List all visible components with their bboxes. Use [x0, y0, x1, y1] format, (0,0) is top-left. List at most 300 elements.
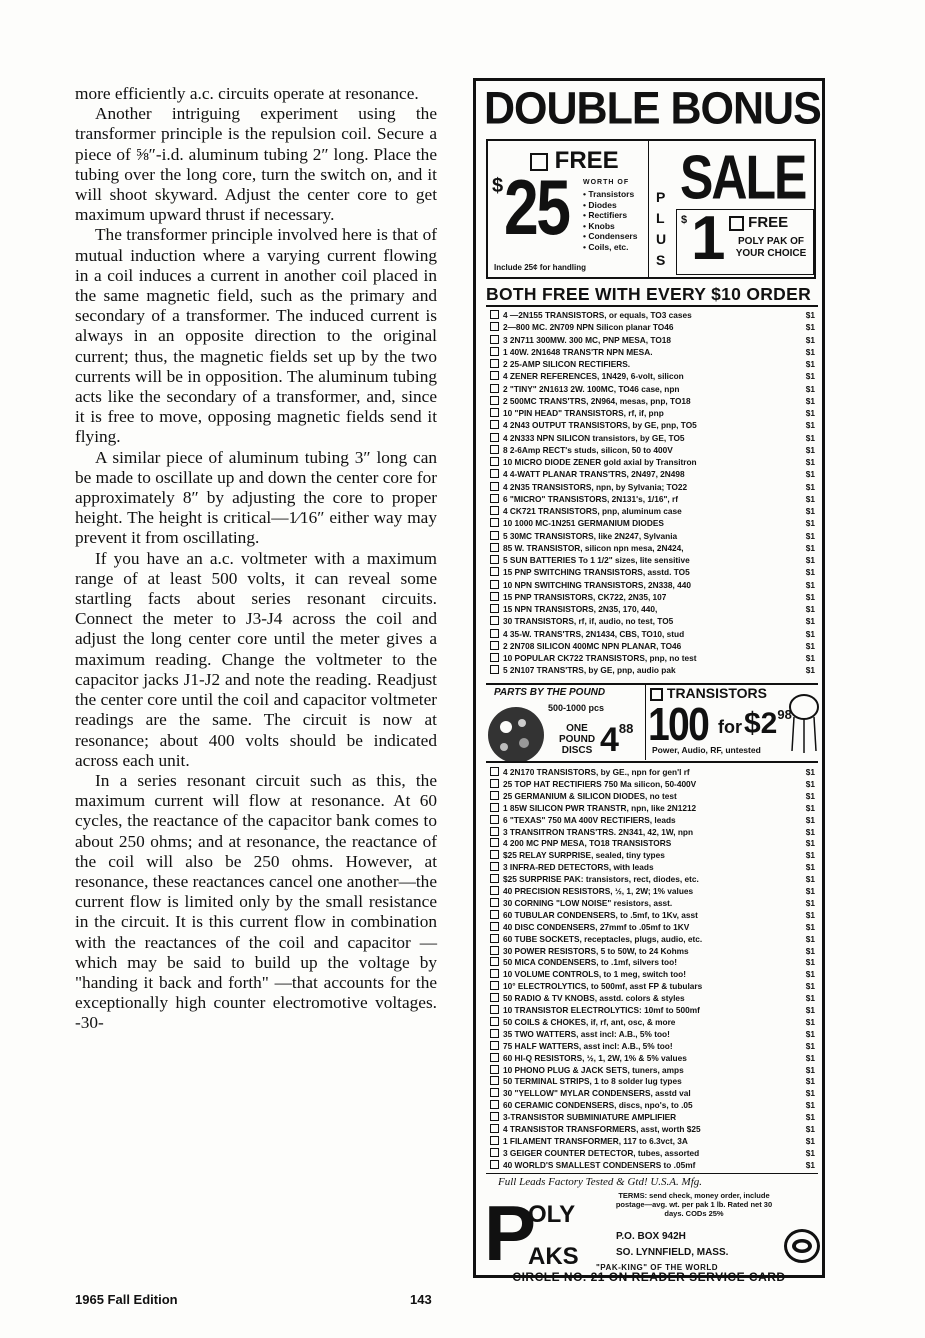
order-checkbox[interactable]	[490, 310, 499, 319]
item-price: $1	[805, 432, 815, 443]
item-price: $1	[805, 591, 815, 602]
item-description: 2—800 MC. 2N709 NPN Silicon planar TO46	[503, 322, 674, 333]
poly-paks-badge-icon	[784, 1229, 820, 1263]
item-price: $1	[805, 981, 815, 992]
item-description: 10 PHONO PLUG & JACK SETS, tuners, amps	[503, 1064, 684, 1075]
sale-word: SALE	[680, 142, 806, 213]
catalog-item	[490, 1065, 815, 1075]
divider	[645, 684, 646, 760]
order-checkbox[interactable]	[490, 981, 499, 990]
item-price: $1	[805, 767, 815, 777]
item-description: 4 2N170 TRANSISTORS, by GE., npn for gen'l rf	[503, 767, 690, 777]
catalog-item	[490, 1076, 815, 1086]
item-price: $1	[805, 1016, 815, 1027]
order-checkbox[interactable]	[490, 898, 499, 907]
item-price: $1	[805, 518, 815, 529]
parts-pile-icon	[484, 703, 548, 767]
item-price: $1	[805, 1052, 815, 1063]
catalog-item	[490, 1017, 815, 1027]
catalog-item	[490, 384, 815, 394]
order-checkbox[interactable]	[490, 1100, 499, 1109]
order-checkbox[interactable]	[490, 1053, 499, 1062]
divider	[648, 141, 649, 277]
for-label: for	[718, 717, 742, 737]
order-checkbox[interactable]	[490, 457, 499, 466]
item-description: 4 ZENER REFERENCES, 1N429, 6-volt, silicon	[503, 371, 684, 382]
poly-pak-choice-box	[676, 204, 814, 275]
hundred-description: Power, Audio, RF, untested	[652, 745, 761, 755]
catalog-item	[490, 371, 815, 381]
catalog-item	[490, 506, 815, 516]
item-price: $1	[805, 1088, 815, 1099]
item-description: 50 COILS & CHOKES, if, rf, ant, osc, & more	[503, 1016, 676, 1027]
dollar-sign: $	[681, 214, 688, 226]
item-price: $1	[805, 1112, 815, 1123]
terms-text: TERMS: send check, money order, include postage—avg. wt. per pak 1 lb. Rated net 30 days. CODs 25%	[615, 1191, 773, 1218]
item-price: $1	[805, 493, 815, 504]
worth-item: • Coils, etc.	[583, 241, 629, 252]
item-description: 50 RADIO & TV KNOBS, asstd. colors & styles	[503, 993, 685, 1004]
item-price: $1	[805, 383, 815, 394]
item-description: 30 "YELLOW" MYLAR CONDENSERS, asstd val	[503, 1088, 691, 1099]
order-checkbox[interactable]	[490, 1160, 499, 1169]
paragraph: If you have an a.c. voltmeter with a maximum range of at least 500 volts, it can reveal some startling facts about series resonant circuits. Connect the meter to J3-J4 across the coil and adjust the long center core until the meter gives a maximum reading. Change the voltmeter to the capacitor jacks J1-J2 and note the reading. Readjust the center core until the coil and capacitor voltmeter readings are the same. The circuit is now at resonance; about 400 volts should be indicated across each unit.	[75, 548, 437, 770]
item-price: $1	[805, 969, 815, 980]
item-price: $1	[805, 790, 815, 801]
item-price: $1	[805, 838, 815, 849]
divider	[486, 1173, 818, 1174]
order-checkbox[interactable]	[490, 850, 499, 859]
item-description: 25 GERMANIUM & SILICON DIODES, no test	[503, 790, 677, 801]
item-price: $1	[805, 322, 815, 333]
order-checkbox[interactable]	[490, 653, 499, 662]
order-checkbox[interactable]	[490, 767, 499, 776]
order-checkbox[interactable]	[490, 922, 499, 931]
item-description: 40 DISC CONDENSERS, 27mmf to .05mf to 1KV	[503, 921, 690, 932]
catalog-item	[490, 518, 815, 528]
pound-price: $4^{88}$	[600, 721, 634, 759]
order-checkbox[interactable]	[490, 1088, 499, 1097]
city-state: SO. LYNNFIELD, MASS.	[616, 1247, 729, 1258]
item-description: 2 2N708 SILICON 400MC NPN PLANAR, TO46	[503, 640, 682, 651]
worth-item: • Rectifiers	[583, 210, 628, 220]
poly-paks-advertisement	[473, 78, 825, 1278]
hundred-price: $\$2^{98}$	[744, 707, 792, 740]
poly-paks-logo: P OLY AKS	[484, 1189, 579, 1277]
catalog-item	[490, 616, 815, 626]
order-checkbox[interactable]	[490, 1029, 499, 1038]
catalog-item	[490, 993, 815, 1003]
reader-service-note: CIRCLE NO. 21 ON READER SERVICE CARD	[512, 1270, 786, 1284]
order-checkbox[interactable]	[490, 862, 499, 871]
order-checkbox[interactable]	[490, 469, 499, 478]
item-price: $1	[805, 420, 815, 431]
item-price: $1	[805, 444, 815, 455]
ad-headline: DOUBLE BONUS	[484, 83, 821, 135]
item-description: 5 SUN BATTERIES To 1 1/2" sizes, lite sensitive	[503, 555, 690, 565]
item-price: $1	[805, 310, 815, 320]
item-price: $1	[805, 1076, 815, 1087]
item-price: $1	[805, 1005, 815, 1015]
pcs-label: 500-1000 pcs	[548, 703, 605, 713]
edition-footer: 1965 Fall Edition	[75, 1292, 178, 1307]
item-description: 75 HALF WATTERS, asst incl: A.B., 5% too!	[503, 1040, 673, 1051]
item-description: 3-TRANSISTOR SUBMINIATURE AMPLIFIER	[503, 1112, 677, 1123]
item-description: 10 "PIN HEAD" TRANSISTORS, rf, if, pnp	[503, 408, 664, 418]
catalog-item	[490, 494, 815, 504]
pak-king-slogan: "PAK-KING" OF THE WORLD	[596, 1263, 719, 1272]
item-description: 10 MICRO DIODE ZENER gold axial by Transitron	[503, 457, 697, 467]
order-checkbox[interactable]	[490, 420, 499, 429]
item-price: $1	[805, 778, 815, 789]
catalog-item	[490, 445, 815, 455]
catalog-item	[490, 1136, 815, 1146]
item-price: $1	[805, 874, 815, 885]
catalog-item	[490, 850, 815, 860]
order-checkbox[interactable]	[490, 543, 499, 552]
item-description: 30 CORNING "LOW NOISE" resistors, asst.	[503, 897, 673, 908]
item-price: $1	[805, 567, 815, 578]
catalog-item	[490, 1041, 815, 1051]
item-description: 35 TWO WATTERS, asst incl: A.B., 5% too!	[503, 1028, 670, 1039]
order-checkbox[interactable]	[490, 1148, 499, 1157]
item-description: 15 PNP SWITCHING TRANSISTORS, asstd. TO5	[503, 567, 690, 578]
item-price: $1	[805, 802, 815, 813]
checkbox-icon	[729, 216, 744, 231]
item-description: $25 RELAY SURPRISE, sealed, tiny types	[503, 850, 665, 861]
catalog-item	[490, 886, 815, 896]
order-checkbox[interactable]	[490, 791, 499, 800]
item-price: $1	[805, 1124, 815, 1134]
catalog-item	[490, 396, 815, 406]
catalog-item	[490, 629, 815, 639]
order-checkbox[interactable]	[490, 531, 499, 540]
both-free-banner: BOTH FREE WITH EVERY $10 ORDER	[486, 284, 818, 307]
catalog-item	[490, 310, 815, 320]
item-price: $1	[805, 1040, 815, 1051]
item-price: $1	[805, 346, 815, 357]
item-price: $1	[805, 334, 815, 345]
order-checkbox[interactable]	[490, 592, 499, 601]
order-checkbox[interactable]	[490, 641, 499, 650]
item-price: $1	[805, 395, 815, 406]
catalog-item	[490, 482, 815, 492]
worth-item: • Diodes	[583, 199, 617, 210]
item-description: 4 CK721 TRANSISTORS, pnp, aluminum case	[503, 506, 682, 516]
catalog-item	[490, 665, 815, 675]
catalog-item	[490, 653, 815, 663]
catalog-item	[490, 1100, 815, 1110]
worth-items	[583, 189, 637, 252]
item-price: $1	[805, 1135, 815, 1146]
item-description: 15 PNP TRANSISTORS, CK722, 2N35, 107	[503, 591, 667, 602]
item-description: 6 "MICRO" TRANSISTORS, 2N131's, 1/16", rf	[503, 493, 679, 504]
order-checkbox[interactable]	[490, 1076, 499, 1085]
item-description: 10 1000 MC-1N251 GERMANIUM DIODES	[503, 518, 664, 529]
order-checkbox[interactable]	[490, 1065, 499, 1074]
item-description: 1 FILAMENT TRANSFORMER, 117 to 6.3vct, 3A	[503, 1135, 688, 1146]
item-price: $1	[805, 469, 815, 480]
catalog-item	[490, 803, 815, 813]
order-checkbox[interactable]	[490, 779, 499, 788]
item-description: 10 VOLUME CONTROLS, to 1 meg, switch too!	[503, 969, 687, 980]
item-price: $1	[805, 862, 815, 873]
catalog-item	[490, 827, 815, 837]
order-checkbox[interactable]	[490, 803, 499, 812]
catalog-item	[490, 1029, 815, 1039]
catalog-item	[490, 420, 815, 430]
item-description: 50 MICA CONDENSERS, to .1mf, silvers too!	[503, 957, 677, 968]
paragraph: The transformer principle involved here is that of mutual induction where a varying current flowing in a coil induces a current in another coil placed in the same magnetic field, such as the primary and secondary of a transformer. The induced current is always in an opposite direction to the original current; thus, the magnetic fields set up by the two currents will be in opposition. The aluminum tubing acts like the secondary of a transformer, and, since it is free to move, opposing magnetic fields send it flying.	[75, 225, 437, 447]
order-checkbox[interactable]	[490, 445, 499, 454]
item-price: $1	[805, 579, 815, 590]
order-checkbox[interactable]	[490, 518, 499, 527]
article-text	[75, 84, 437, 1034]
catalog-item	[490, 408, 815, 418]
order-checkbox[interactable]	[490, 957, 499, 966]
item-description: 60 CERAMIC CONDENSERS, discs, npo's, to .05	[503, 1100, 693, 1111]
free-choice: FREE	[729, 214, 788, 231]
item-description: 5 2N107 TRANS'TRS, by GE, pnp, audio pak	[503, 665, 676, 676]
item-description: 15 NPN TRANSISTORS, 2N35, 170, 440,	[503, 604, 658, 614]
item-description: 2 "TINY" 2N1613 2W. 100MC, TO46 case, npn	[503, 383, 680, 394]
order-checkbox[interactable]	[490, 359, 499, 368]
item-description: 1 40W. 2N1648 TRANS'TR NPN MESA.	[503, 346, 653, 357]
order-checkbox[interactable]	[490, 665, 499, 674]
handling-note: Include 25¢ for handling	[494, 263, 587, 272]
item-price: $1	[805, 921, 815, 932]
item-description: 30 TRANSISTORS, rf, if, audio, no test, TO5	[503, 616, 674, 627]
item-description: 3 2N711 300MW. 300 MC, PNP MESA, TO18	[503, 334, 672, 345]
catalog-item	[490, 898, 815, 908]
item-description: 3 TRANSITRON TRANS'TRS. 2N341, 42, 1W, npn	[503, 826, 694, 837]
item-price: $1	[805, 1100, 815, 1111]
divider	[486, 761, 818, 763]
catalog-item	[490, 1160, 815, 1170]
worth-item: • Knobs	[583, 220, 615, 231]
item-description: 60 HI-Q RESISTORS, ½, 1, 2W, 1% & 5% values	[503, 1052, 687, 1063]
worth-of-label: WORTH OF	[583, 179, 630, 186]
order-checkbox[interactable]	[490, 616, 499, 625]
paragraph: more efficiently a.c. circuits operate at resonance.	[75, 84, 419, 103]
order-checkbox[interactable]	[490, 874, 499, 883]
item-description: 4 35-W. TRANS'TRS, 2N1434, CBS, TO10, stud	[503, 628, 685, 639]
order-checkbox[interactable]	[490, 604, 499, 613]
order-checkbox[interactable]	[490, 322, 499, 331]
item-description: 8 2-6Amp RECT's studs, silicon, 50 to 400V	[503, 444, 673, 455]
item-price: $1	[805, 653, 815, 663]
catalog-item	[490, 580, 815, 590]
catalog-item	[490, 934, 815, 944]
catalog-item	[490, 457, 815, 467]
order-checkbox[interactable]	[490, 815, 499, 824]
catalog-item	[490, 531, 815, 541]
paragraph: Another intriguing experiment using the transformer principle is the repulsion coil. Secure a piece of ⅝″-i.d. aluminum tubing 2″ long. Place the tubing over the long core, turn the switch on, and it will shoot skyward. Adjust the center core to get maximum upward thrust if necessary.	[75, 104, 437, 225]
order-checkbox[interactable]	[490, 384, 499, 393]
item-price: $1	[805, 640, 815, 651]
item-description: 4 2N333 NPN SILICON transistors, by GE, TO5	[503, 432, 685, 443]
order-checkbox[interactable]	[490, 1005, 499, 1014]
dollar-sign: $	[492, 175, 504, 197]
catalog-item	[490, 641, 815, 651]
item-description: 3 GEIGER COUNTER DETECTOR, tubes, assorted	[503, 1147, 700, 1158]
item-description: 10 TRANSISTOR ELECTROLYTICS: 10mf to 500mf	[503, 1005, 700, 1015]
item-price: $1	[805, 945, 815, 956]
item-price: $1	[805, 616, 815, 627]
item-description: 2 500MC TRANS'TRS, 2N964, mesas, pnp, TO18	[503, 395, 691, 406]
catalog-item	[490, 1112, 815, 1122]
paragraph: In a series resonant circuit such as this, the maximum current will flow at resonance. At 60 cycles, the reactance of the capacitor bank comes to about 250 ohms; and at resonance, the reactance of the coil will also be 250 ohms. However, at resonance, these reactances cancel one another—the current flow is limited only by the small resistance in the circuit. It is this current flow in combination with the reactances of the coil and capacitor —which may be said to build up the voltage by "handing it back and forth" —that accounts for the exceptionally high counter electromotive voltages. -30-	[75, 770, 437, 1033]
order-checkbox[interactable]	[490, 969, 499, 978]
item-description: 4 200 MC PNP MESA, TO18 TRANSISTORS	[503, 838, 672, 849]
paragraph: A similar piece of aluminum tubing 3″ long can be made to oscillate up and down the center core for approximately 8″ by adjusting the core to proper height. The height is critical—1⁄16″ either way may prevent it from oscillating.	[75, 447, 437, 548]
order-checkbox[interactable]	[490, 506, 499, 515]
catalog-item	[490, 1053, 815, 1063]
item-description: 5 30MC TRANSISTORS, like 2N247, Sylvania	[503, 530, 678, 541]
item-price: $1	[805, 604, 815, 614]
catalog-item	[490, 969, 815, 979]
item-price: $1	[805, 814, 815, 825]
hundred-count: 100	[648, 698, 709, 750]
item-price: $1	[805, 481, 815, 492]
item-price: $1	[805, 933, 815, 944]
catalog-item	[490, 604, 815, 614]
catalog-item	[490, 433, 815, 443]
order-checkbox[interactable]	[490, 946, 499, 955]
worth-item: • Condensers	[583, 231, 638, 241]
order-checkbox[interactable]	[490, 1041, 499, 1050]
order-checkbox[interactable]	[490, 993, 499, 1002]
item-price: $1	[805, 457, 815, 467]
catalog-item	[490, 469, 815, 479]
plus-letters: P L U S	[656, 189, 667, 268]
order-checkbox[interactable]	[490, 567, 499, 576]
page-number: 143	[410, 1292, 432, 1307]
catalog-item	[490, 335, 815, 345]
item-price: $1	[805, 957, 815, 968]
order-checkbox[interactable]	[490, 838, 499, 847]
order-checkbox[interactable]	[490, 396, 499, 405]
po-box: P.O. BOX 942H	[616, 1231, 686, 1242]
item-price: $1	[805, 1064, 815, 1075]
catalog-item	[490, 359, 815, 369]
item-price: $1	[805, 628, 815, 639]
catalog-item	[490, 922, 815, 932]
item-description: 6 "TEXAS" 750 MA 400V RECTIFIERS, leads	[503, 814, 676, 825]
item-price: $1	[805, 897, 815, 908]
order-checkbox[interactable]	[490, 408, 499, 417]
order-checkbox[interactable]	[490, 580, 499, 589]
item-price: $1	[805, 555, 815, 565]
order-checkbox[interactable]	[490, 555, 499, 564]
worth-amount: 25	[504, 163, 569, 251]
order-checkbox[interactable]	[490, 494, 499, 503]
catalog-item	[490, 779, 815, 789]
transistors-offer-label: TRANSISTORS	[650, 685, 767, 701]
catalog-item	[490, 957, 815, 967]
order-checkbox[interactable]	[490, 347, 499, 356]
item-price: $1	[805, 408, 815, 418]
item-description: 3 INFRA-RED DETECTORS, with leads	[503, 862, 654, 873]
order-checkbox[interactable]	[490, 371, 499, 380]
order-checkbox[interactable]	[490, 433, 499, 442]
bonus-offer-box	[486, 139, 816, 279]
choice-label: POLY PAK OF YOUR CHOICE	[735, 236, 807, 259]
item-description: 30 POWER RESISTORS, 5 to 50W, to 24 Kohms	[503, 945, 689, 956]
item-description: 50 TERMINAL STRIPS, 1 to 8 solder lug types	[503, 1076, 682, 1087]
catalog-item	[490, 543, 815, 553]
item-price: $1	[805, 530, 815, 541]
item-description: 4 2N35 TRANSISTORS, npn, by Sylvania; TO22	[503, 481, 688, 492]
order-checkbox[interactable]	[490, 1017, 499, 1026]
order-checkbox[interactable]	[490, 934, 499, 943]
item-description: 1 85W SILICON PWR TRANSTR, npn, like 2N1212	[503, 802, 697, 813]
catalog-item	[490, 862, 815, 872]
catalog-item	[490, 910, 815, 920]
order-checkbox[interactable]	[490, 886, 499, 895]
item-description: 2 25-AMP SILICON RECTIFIERS.	[503, 359, 631, 369]
catalog-item	[490, 555, 815, 565]
order-checkbox[interactable]	[490, 1112, 499, 1121]
item-description: 10 NPN SWITCHING TRANSISTORS, 2N338, 440	[503, 579, 691, 590]
item-price: $1	[805, 506, 815, 516]
order-checkbox[interactable]	[490, 629, 499, 638]
catalog-item	[490, 1148, 815, 1158]
item-description: 40 WORLD'S SMALLEST CONDENSERS to .05mf	[503, 1159, 696, 1170]
free-offer: FREE	[530, 147, 619, 175]
worth-item: • Transistors	[583, 189, 635, 199]
order-checkbox[interactable]	[490, 827, 499, 836]
catalog-item	[490, 981, 815, 991]
tested-note: Full Leads Factory Tested & Gtd! U.S.A. Mfg.	[498, 1176, 702, 1188]
item-price: $1	[805, 826, 815, 837]
item-price: $1	[805, 542, 815, 553]
item-price: $1	[805, 371, 815, 382]
one-pound-label: ONE POUND DISCS	[558, 723, 596, 756]
item-price: $1	[805, 359, 815, 369]
item-description: 60 TUBULAR CONDENSERS, to .5mf, to 1Kv, asst	[503, 909, 698, 920]
item-description: 4 —2N155 TRANSISTORS, or equals, TO3 cases	[503, 310, 692, 320]
catalog-item	[490, 1124, 815, 1134]
item-price: $1	[805, 909, 815, 920]
order-checkbox[interactable]	[490, 482, 499, 491]
item-description: 85 W. TRANSISTOR, silicon npn mesa, 2N424,	[503, 542, 684, 553]
item-price: $1	[805, 665, 815, 676]
item-description: 60 TUBE SOCKETS, receptacles, plugs, audio, etc.	[503, 933, 703, 944]
catalog-item	[490, 1005, 815, 1015]
catalog-item	[490, 767, 815, 777]
order-checkbox[interactable]	[490, 1136, 499, 1145]
item-description: 4 TRANSISTOR TRANSFORMERS, asst, worth $25	[503, 1124, 701, 1134]
parts-by-pound-label: PARTS BY THE POUND	[494, 687, 606, 698]
order-checkbox[interactable]	[490, 1124, 499, 1133]
catalog-item	[490, 322, 815, 332]
catalog-item	[490, 592, 815, 602]
item-description: 25 TOP HAT RECTIFIERS 750 Ma silicon, 50-400V	[503, 778, 697, 789]
catalog-item	[490, 791, 815, 801]
catalog-item	[490, 1088, 815, 1098]
catalog-item	[490, 815, 815, 825]
item-description: 4 4-WATT PLANAR TRANS'TRS, 2N497, 2N498	[503, 469, 685, 480]
item-price: $1	[805, 1147, 815, 1158]
catalog-item	[490, 347, 815, 357]
item-price: $1	[805, 993, 815, 1004]
catalog-item	[490, 838, 815, 848]
item-description: 10 POPULAR CK722 TRANSISTORS, pnp, no test	[503, 653, 697, 663]
catalog-item	[490, 946, 815, 956]
order-checkbox[interactable]	[490, 910, 499, 919]
order-checkbox[interactable]	[490, 335, 499, 344]
